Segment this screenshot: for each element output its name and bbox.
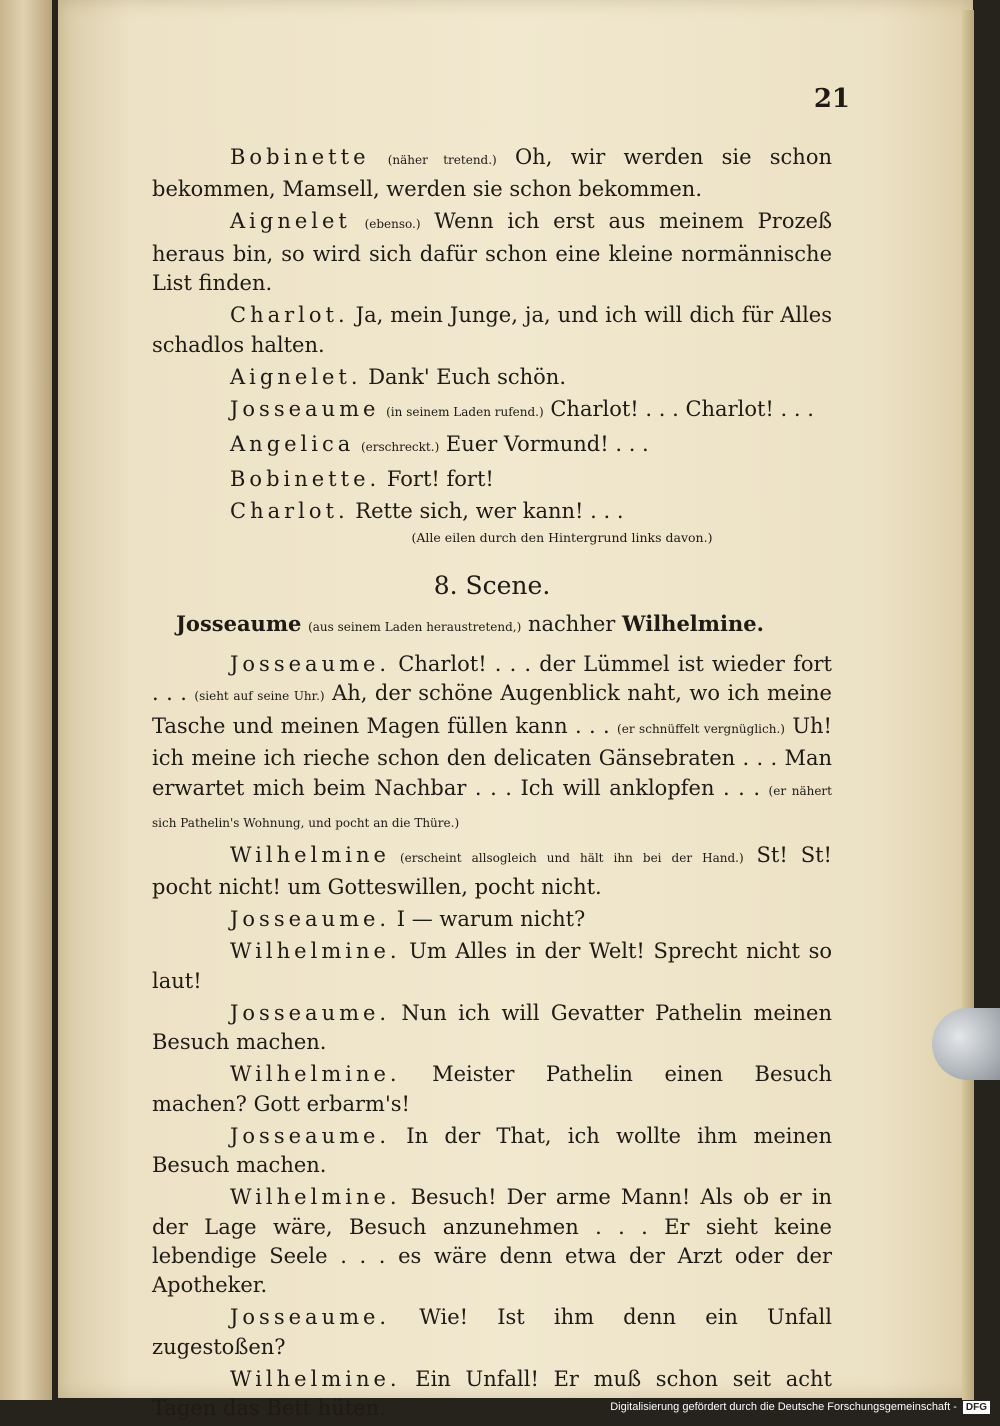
page-stack-edge bbox=[962, 10, 974, 1400]
speaker-name: Josseaume. bbox=[230, 1305, 391, 1330]
dialogue-text: Charlot! . . . der Lümmel ist wieder fort . . . bbox=[152, 652, 832, 706]
dialogue-block-1 bbox=[152, 143, 832, 526]
speaker-name: Aignelet. bbox=[230, 364, 362, 389]
dialogue-line bbox=[152, 905, 832, 934]
dialogue-text: Wenn ich erst aus meinem Prozeß heraus bin, so wird sich dafür schon eine kleine normännische List finden. bbox=[152, 209, 832, 296]
dialogue-text: Oh, wir werden sie schon bekommen, Mamsell, werden sie schon bekommen. bbox=[152, 145, 833, 202]
stage-note: (in seinem Laden rufend.) bbox=[386, 404, 544, 419]
dialogue-line bbox=[152, 465, 832, 494]
speaker-name: Josseaume bbox=[230, 396, 380, 421]
dialogue-line bbox=[152, 1060, 832, 1119]
speaker-name: Josseaume. bbox=[230, 1123, 391, 1148]
dialogue-text: Charlot! . . . Charlot! . . . bbox=[543, 396, 814, 421]
cast-second: Wilhelmine. bbox=[622, 610, 764, 636]
dialogue-text: Uh! ich meine ich rieche schon den delicaten Gänsebraten . . . Man erwartet mich beim Nachbar . . . Ich will anklopfen . . . bbox=[152, 713, 832, 800]
cast-main: Josseaume bbox=[176, 610, 302, 636]
dialogue-text: Wie! Ist ihm denn ein Unfall zugestoßen? bbox=[152, 1305, 832, 1359]
speaker-name: Josseaume. bbox=[230, 907, 391, 932]
dialogue-line bbox=[152, 650, 832, 838]
dialogue-line bbox=[152, 207, 832, 298]
stage-note: (erscheint allsogleich und hält ihn bei der Hand.) bbox=[389, 851, 744, 866]
dialogue-text: Um Alles in der Welt! Sprecht nicht so laut! bbox=[152, 939, 832, 993]
stage-note: (näher tretend.) bbox=[387, 153, 497, 167]
speaker-name: Wilhelmine. bbox=[230, 1062, 401, 1087]
dialogue-text: Rette sich, wer kann! . . . bbox=[348, 498, 624, 523]
stage-direction: (Alle eilen durch den Hintergrund links davon.) bbox=[411, 529, 713, 545]
footer bbox=[610, 1399, 990, 1415]
dialogue-text: Ja, mein Junge, ja, und ich will dich für Alles schadlos halten. bbox=[152, 303, 832, 357]
speaker-name: Charlot. bbox=[230, 498, 349, 523]
dialogue-text: I — warum nicht? bbox=[390, 907, 586, 932]
cast-then: nachher bbox=[521, 611, 622, 636]
dialogue-text: Fort! fort! bbox=[380, 466, 494, 491]
dialogue-line bbox=[152, 999, 832, 1058]
dialogue-line bbox=[152, 395, 832, 427]
dialogue-line bbox=[152, 497, 832, 526]
funding-note: Digitalisierung gefördert durch die Deutsche Forschungsgemeinschaft - bbox=[610, 1401, 957, 1413]
dialogue-text: Ah, der schöne Augenblick naht, wo ich meine Tasche und meinen Magen füllen kann . . . bbox=[152, 681, 832, 738]
dialogue-block-2 bbox=[152, 650, 832, 1424]
dialogue-text: In der That, ich wollte ihm meinen Besuch machen. bbox=[152, 1123, 832, 1178]
stage-note: (ebenso.) bbox=[364, 217, 421, 232]
dfg-logo: DFG bbox=[963, 1401, 990, 1414]
speaker-name: Bobinette bbox=[230, 145, 370, 169]
dialogue-text: Besuch! Der arme Mann! Als ob er in der Lage wäre, Besuch anzunehmen . . . Er sieht keine lebendige Seele . . . es wäre denn etwa der Arzt oder der Apotheker. bbox=[152, 1185, 832, 1298]
dialogue-text: Meister Pathelin einen Besuch machen? Gott erbarm's! bbox=[152, 1062, 832, 1116]
speaker-name: Josseaume. bbox=[230, 1000, 391, 1025]
dialogue-text: Ein Unfall! Er muß schon seit acht Tagen das Bett hüten. bbox=[152, 1366, 832, 1421]
dialogue-line bbox=[152, 1122, 832, 1181]
page-clip bbox=[932, 1008, 1000, 1080]
speaker-name: Angelica bbox=[230, 431, 355, 456]
dialogue-line bbox=[152, 143, 832, 205]
dialogue-text: Dank' Euch schön. bbox=[361, 364, 566, 389]
dialogue-line bbox=[152, 937, 832, 996]
dialogue-text: St! St! pocht nicht! um Gotteswillen, pocht nicht. bbox=[152, 843, 832, 900]
dialogue-text: Euer Vormund! . . . bbox=[439, 431, 649, 456]
page-text bbox=[152, 143, 832, 1426]
stage-note: (erschreckt.) bbox=[360, 439, 440, 454]
previous-page-edge bbox=[0, 0, 52, 1400]
cast-direction: (aus seinem Laden heraustretend,) bbox=[308, 619, 522, 634]
stage-note: (sieht auf seine Uhr.) bbox=[194, 689, 325, 704]
dialogue-line bbox=[152, 841, 832, 903]
dialogue-line bbox=[152, 1183, 832, 1301]
speaker-name: Wilhelmine. bbox=[230, 939, 401, 964]
dialogue-text: Nun ich will Gevatter Pathelin meinen Besuch machen. bbox=[152, 1000, 832, 1055]
stage-note: (er schnüffelt vergnüglich.) bbox=[617, 721, 785, 736]
scene-cast bbox=[152, 609, 832, 642]
stage-note: (er nähert sich Pathelin's Wohnung, und pocht an die Thüre.) bbox=[152, 783, 832, 831]
speaker-name: Wilhelmine. bbox=[230, 1366, 401, 1391]
speaker-name: Josseaume. bbox=[230, 652, 391, 677]
dialogue-line bbox=[152, 301, 832, 360]
dialogue-line bbox=[152, 363, 832, 392]
speaker-name: Bobinette. bbox=[230, 466, 381, 491]
scene-title: 8. Scene. bbox=[433, 570, 551, 600]
dialogue-line bbox=[152, 430, 832, 462]
page-number: 21 bbox=[813, 84, 850, 114]
speaker-name: Charlot. bbox=[230, 303, 349, 328]
dialogue-line bbox=[152, 1303, 832, 1362]
speaker-name: Wilhelmine. bbox=[230, 1185, 401, 1210]
speaker-name: Aignelet bbox=[230, 209, 351, 234]
speaker-name: Wilhelmine bbox=[230, 843, 390, 868]
